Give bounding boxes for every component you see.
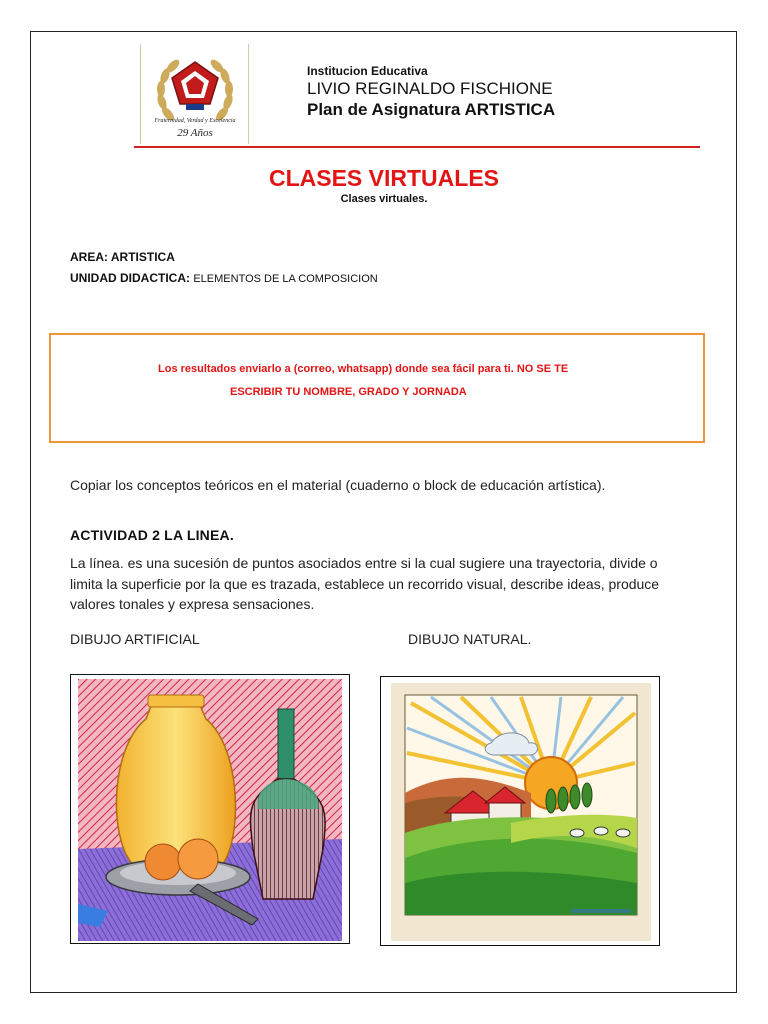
natural-drawing-frame: [380, 676, 660, 946]
notice-line-1: Los resultados enviarlo a (correo, whatsapp) donde sea fácil para ti. NO SE TE: [158, 363, 569, 375]
caption-natural: DIBUJO NATURAL.: [408, 631, 532, 647]
unidad-label: UNIDAD DIDACTICA:: [70, 271, 190, 285]
institution-name: LIVIO REGINALDO FISCHIONE: [307, 79, 553, 98]
logo-motto: Fraternidad, Verdad y Excelencia: [154, 118, 236, 124]
still-life-drawing: [78, 679, 342, 941]
unidad-value: ELEMENTOS DE LA COMPOSICION: [193, 273, 378, 285]
area-line: AREA: ARTISTICA: [70, 250, 175, 264]
page-title: CLASES VIRTUALES: [268, 165, 500, 191]
logo-years: 29 Años: [177, 127, 213, 139]
caption-artificial: DIBUJO ARTIFICIAL: [70, 631, 200, 647]
activity-title: ACTIVIDAD 2 LA LINEA.: [70, 527, 234, 543]
header-rule: [134, 146, 700, 148]
unidad-line: [70, 271, 378, 285]
artificial-drawing-frame: [70, 674, 350, 944]
instructions-text: Copiar los conceptos teóricos en el material (cuaderno o block de educación artística).: [70, 477, 606, 493]
activity-paragraph: La línea. es una sucesión de puntos asociados entre si la cual sugiere una trayectoria, divide o limita la superficie por la que es trazada, establece un recorrido visual, describe ideas, produce valores tonales y expresa sensaciones.: [70, 555, 660, 612]
school-logo: [140, 44, 250, 148]
page-subtitle: Clases virtuales.: [340, 193, 428, 205]
landscape-drawing: [391, 683, 651, 941]
notice-line-2: ESCRIBIR TU NOMBRE, GRADO Y JORNADA: [230, 386, 467, 398]
subject-plan: Plan de Asignatura ARTISTICA: [307, 100, 556, 119]
institution-label: Institucion Educativa: [307, 64, 428, 78]
